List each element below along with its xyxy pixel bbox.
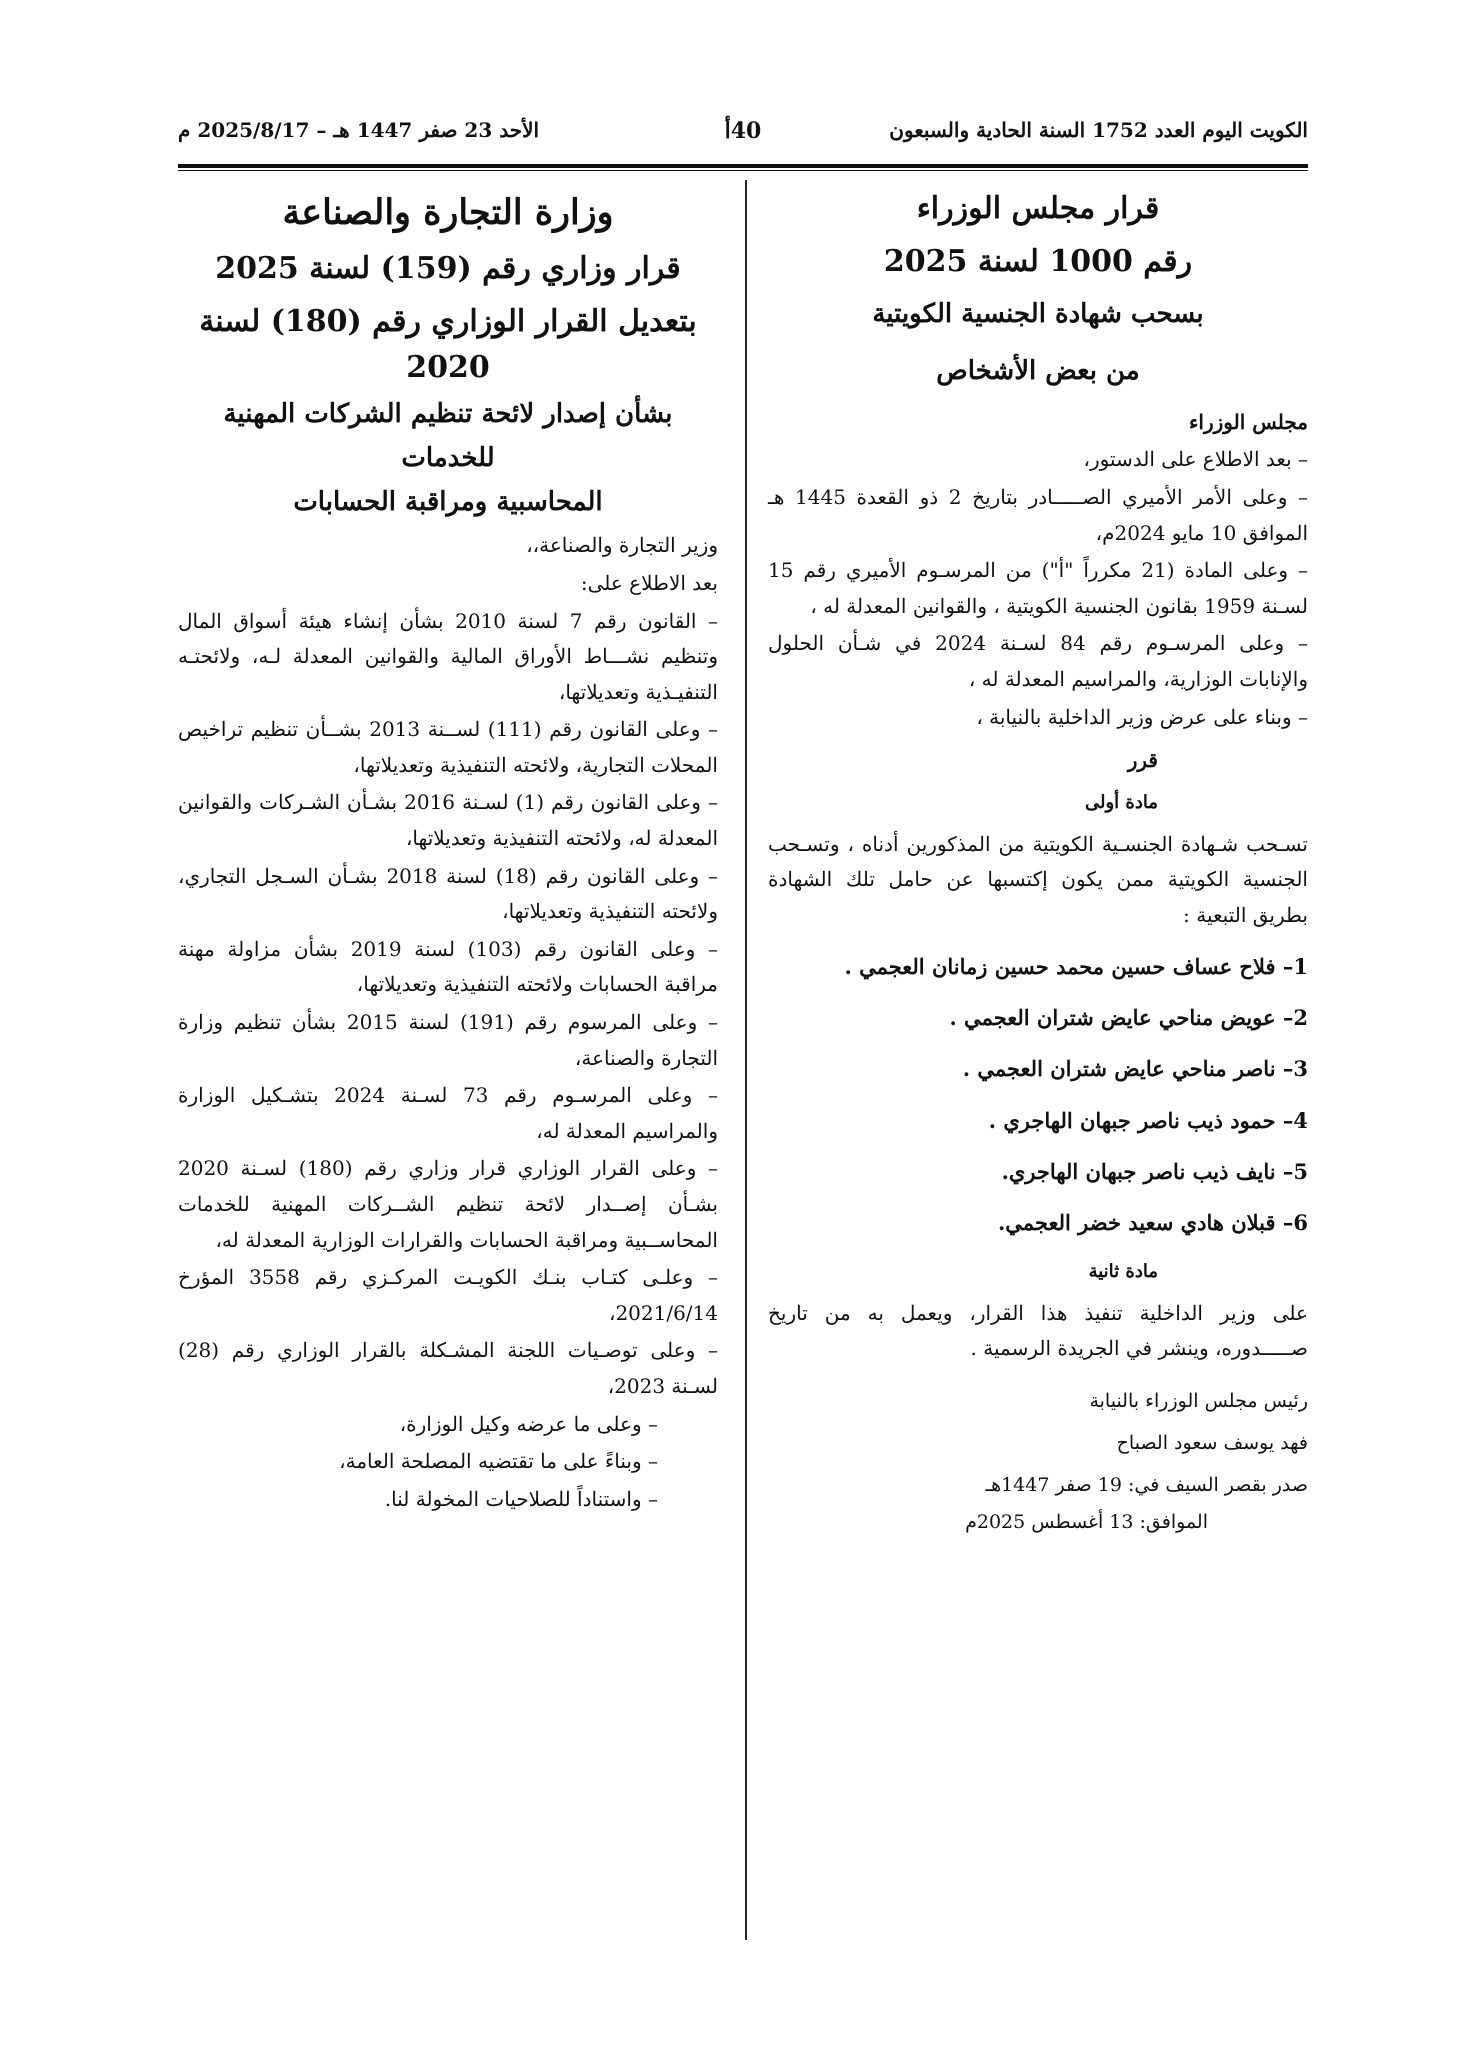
preamble-line: – وعلى القرار الوزاري قرار وزاري رقم (180) لسـنة 2020 بشـأن إصــدار لائحة تنظيم الشــركات المهنية للخدمات المحاســبية ومراقبة الحسابات والقرارات الوزارية المعدلة له، — [178, 1156, 718, 1252]
name-list-item: 3– ناصر مناحي عايض شتران العجمي . — [962, 1056, 1308, 1082]
date-line: الأحد 23 صفر 1447 هـ – 2025/8/17 م — [178, 118, 540, 142]
preamble-line: – وبناء على عرض وزير الداخلية بالنيابة ، — [976, 704, 1308, 729]
preamble-line: – وعلى القانون رقم (1) لسـنة 2016 بشـأن الشـركات والقوانين المعدلة له، ولائحته التنفيذية وتعديلاتها، — [178, 790, 719, 851]
preamble-line: – القانون رقم 7 لسنة 2010 بشأن إنشاء هيئة أسواق المال وتنظيم نشـــاط الأوراق المالية والقوانين المعدلة لـه، ولائحتـه التنفيـذية وتعديلاتها، — [178, 608, 718, 704]
preamble-line: – وعلى المرسـوم رقم 84 لسـنة 2024 في شـأن الحلول والإنابات الوزارية، والمراسيم المعدلة له ، — [768, 631, 1309, 691]
ministerial-decision-amendment: بتعديل القرار الوزاري رقم (180) لسنة 2020 — [199, 303, 697, 386]
page-header — [178, 118, 1308, 158]
preamble-line: – بعد الاطلاع على الدستور، — [1083, 447, 1308, 472]
preamble-line: – وعلى المرسـوم رقم 73 لسـنة 2024 بتشـكيل الوزارة والمراسيم المعدلة له، — [178, 1083, 718, 1143]
issue-place-date: صدر بقصر السيف في: 19 صفر 1447هـ — [985, 1473, 1308, 1496]
issue-line: الكويت اليوم العدد 1752 السنة الحادية والسبعون — [889, 118, 1308, 142]
preamble-line: – وبناءً على ما تقتضيه المصلحة العامة، — [339, 1449, 658, 1474]
decided-heading: قرر — [1127, 748, 1158, 773]
preamble-line: – وعلـى كتـاب بنـك الكويـت المركـزي رقم 3558 المؤرخ 2021/6/14، — [178, 1265, 718, 1325]
council-decision-subject: بسحب شهادة الجنسية الكويتية — [872, 299, 1204, 329]
preamble-line: – وعلى الأمر الأميري الصـــــادر بتاريخ 2 ذو القعدة 1445 هـ الموافق 10 مايو 2024م، — [768, 484, 1309, 545]
article-2-heading: مادة ثانية — [1088, 1260, 1158, 1282]
name-list-item: 1– فلاح عساف حسين محمد حسين زمانان العجمي . — [844, 953, 1308, 979]
ministry-title: وزارة التجارة والصناعة — [282, 192, 614, 233]
name-list-item: 4– حمود ذيب ناصر جبهان الهاجري . — [988, 1107, 1308, 1133]
ministerial-decision-number: قرار وزاري رقم (159) لسنة 2025 — [215, 251, 681, 287]
preamble-line: مجلس الوزراء — [1189, 409, 1308, 434]
name-list-item: 2– عويض مناحي عايض شتران العجمي . — [949, 1004, 1308, 1030]
article-1-text: تسـحب شـهادة الجنسـية الكويتية من المذكورين أدناه ، وتسـحب الجنسية الكويتية ممن يكون إكتسبها عن حامل تلك الشهادة بطريق التبعية : — [768, 831, 1308, 927]
council-decision-number: رقم 1000 لسنة 2025 — [883, 243, 1193, 279]
council-decision-subject-2: من بعض الأشخاص — [936, 355, 1140, 386]
signature-name: فهد يوسف سعود الصباح — [1116, 1431, 1308, 1454]
preamble-line: – وعلى القانون رقم (103) لسنة 2019 بشأن مزاولة مهنة مراقبة الحسابات ولائحته التنفيذية وتعديلاتها، — [178, 936, 719, 997]
preamble-line: – وعلى توصـيات اللجنة المشـكلة بالقرار الوزاري رقم (28) لسـنة 2023، — [178, 1338, 718, 1398]
issue-corresponding-date: الموافق: 13 أغسطس 2025م — [965, 1511, 1208, 1534]
preamble-line: بعد الاطلاع على: — [580, 570, 718, 595]
column-divider — [745, 180, 747, 1940]
ministerial-decision-subject: بشأن إصدار لائحة تنظيم الشركات المهنية للخدمات — [223, 398, 673, 473]
signature-title: رئيس مجلس الوزراء بالنيابة — [1089, 1390, 1308, 1412]
article-1-heading: مادة أولى — [1084, 791, 1158, 813]
right-column — [768, 186, 1308, 1544]
left-column — [178, 186, 718, 1519]
preamble-line: – وعلى القانون رقم (111) لســنة 2013 بشــأن تنظيم تراخيص المحلات التجارية، ولائحته التنفيذية وتعديلاتها، — [178, 717, 718, 777]
preamble-line: – وعلى المادة (21 مكرراً "أ") من المرسـوم الأميري رقم 15 لسـنة 1959 بقانون الجنسية الكويتية ، والقوانين المعدلة له ، — [768, 558, 1309, 618]
header-rule-thin — [178, 170, 1308, 171]
header-rule-thick — [178, 164, 1308, 168]
name-list-item: 6– قبلان هادي سعيد خضر العجمي. — [997, 1210, 1308, 1236]
preamble-line: – واستناداً للصلاحيات المخولة لنا. — [384, 1486, 658, 1511]
name-list-item: 5– نايف ذيب ناصر جبهان الهاجري. — [1001, 1159, 1308, 1185]
preamble-line: – وعلى القانون رقم (18) لسنة 2018 بشـأن السـجل التجاري، ولائحته التنفيذية وتعديلاتها، — [178, 863, 718, 924]
preamble-line: وزير التجارة والصناعة،، — [526, 533, 718, 558]
preamble-line: – وعلى المرسوم رقم (191) لسنة 2015 بشأن تنظيم وزارة التجارة والصناعة، — [178, 1010, 718, 1070]
page-number: 40أ — [724, 118, 762, 144]
ministerial-decision-subject-2: المحاسبية ومراقبة الحسابات — [293, 487, 603, 518]
preamble-line: – وعلى ما عرضه وكيل الوزارة، — [399, 1411, 658, 1436]
article-2-text: على وزير الداخلية تنفيذ هذا القرار، ويعمل به من تاريخ صـــــدوره، وينشر في الجريدة الرسمية . — [768, 1300, 1308, 1361]
council-decision-title: قرار مجلس الوزراء — [916, 191, 1160, 226]
